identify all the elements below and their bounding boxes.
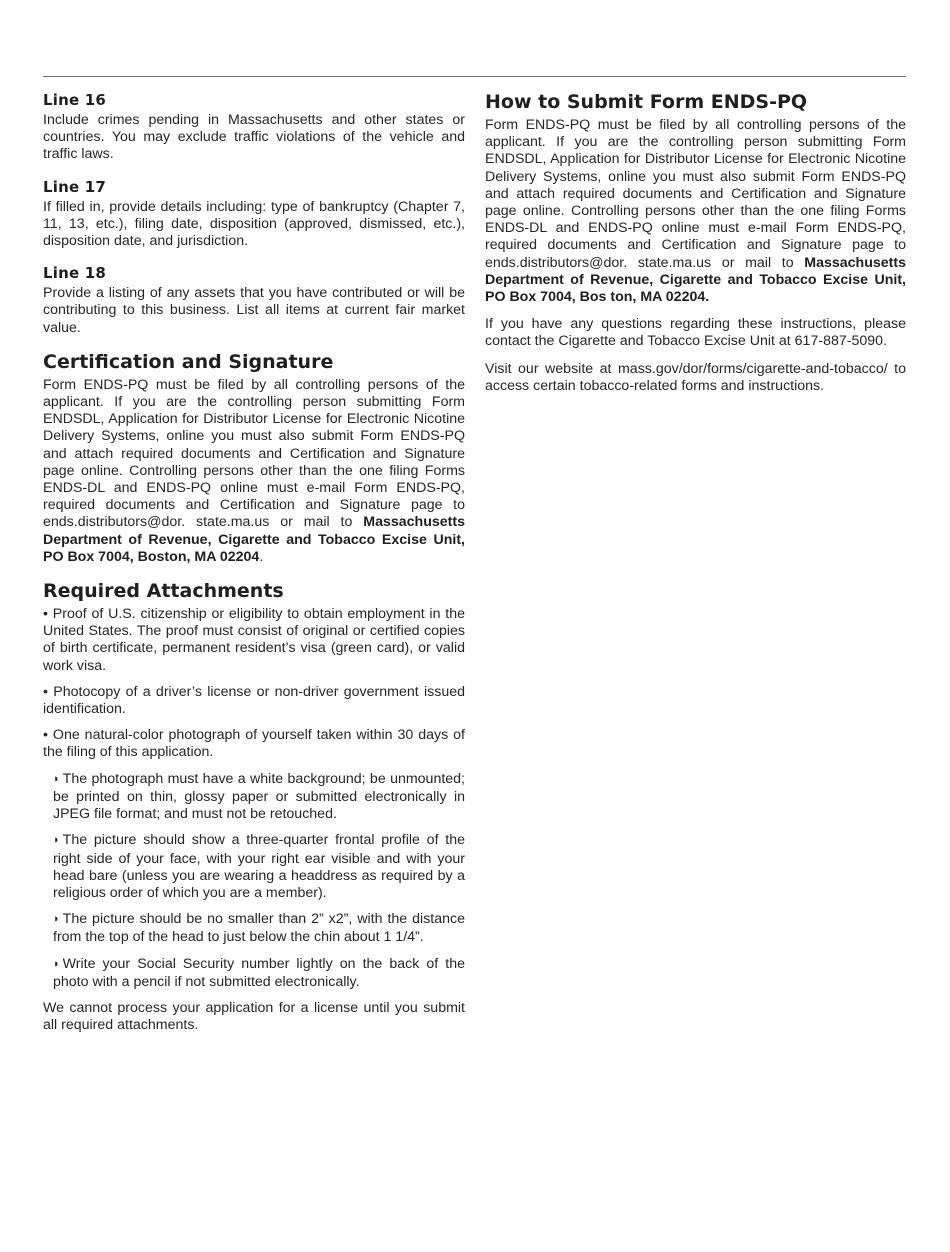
line16-heading: Line 16: [43, 91, 107, 109]
attachments-heading: Required Attachments: [43, 580, 284, 603]
attachment-item-photo: • One natural-color photograph of yourself taken within 30 days of the filing of this application.: [43, 727, 465, 761]
certification-text: [43, 377, 465, 566]
certification-body: Form ENDS-PQ must be filed by all controlling persons of the applicant. If you are the controlling person submitting Form ENDSDL, Application for Distributor License for Electronic Nicotine Delivery Systems, online you must also submit Form ENDS-PQ and attach required documents and Certification and Signature page online. Controlling persons other than the one filing Forms ENDS-DL and ENDS-PQ online must e-mail Form ENDS-PQ, required documents and Certification and Signature page to ends.distributors@dor. state.ma.us or mail to: [43, 376, 465, 531]
website-text: Visit our website at mass.gov/dor/forms/cigarette-and-tobacco/ to access certain tobacco-related forms and instructions.: [485, 360, 906, 394]
photo-subitem-profile: [53, 832, 465, 902]
photo-subitem-ssn: [53, 956, 465, 991]
how-to-submit-text: [485, 117, 906, 306]
line17-heading: Line 17: [43, 177, 107, 196]
photo-subitem-text: The picture should be no smaller than 2” x2”, with the distance from the top of the head to just below the chin about 1 1/4”.: [53, 911, 465, 946]
attachments-closing: We cannot process your application for a license until you submit all required attachments.: [43, 999, 465, 1034]
how-to-submit-body: Form ENDS-PQ must be filed by all controlling persons of the applicant. If you are the controlling person submitting Form ENDSDL, Application for Distributor License for Electronic Nicotine Delivery Systems, online you must also submit Form ENDS-PQ and attach required documents and Certification and Signature page online. Controlling persons other than the one filing Forms ENDS-DL and ENDS-PQ online must e-mail Form ENDS-PQ, required documents and Certification and Signature page to ends.distributors@dor. state.ma.us or mail to: [485, 117, 906, 271]
photo-subitem-text: The photograph must have a white background; be unmounted; be printed on thin, glossy paper or submitted electronically in JPEG file format; and must not be retouched.: [53, 770, 465, 823]
certification-address: Massachusetts Department of Revenue, Cigarette and Tobacco Excise Unit, PO Box 7004, Boston, MA 02204: [43, 514, 465, 565]
photo-subitem-size: [53, 911, 465, 946]
photo-subitem-background: [53, 771, 465, 824]
top-divider: [43, 76, 906, 77]
attachment-item-citizenship: • Proof of U.S. citizenship or eligibility to obtain employment in the United States. The proof must consist of original or certified copies of birth certificate, permanent resident’s visa (green card), or valid work visa.: [43, 606, 465, 674]
arrow-bullet-icon: ◗: [53, 772, 60, 785]
line17-text: If filled in, provide details including: type of bankruptcy (Chapter 7, 11, 13, etc.), filing date, disposition (approved, dismissed, etc.), disposition date, and jurisdiction.: [43, 198, 465, 250]
certification-end: .: [259, 548, 264, 565]
how-to-submit-heading: How to Submit Form ENDS-PQ: [485, 91, 808, 113]
questions-text: If you have any questions regarding these instructions, please contact the Cigarette and Tobacco Excise Unit at 617-887-5090.: [485, 316, 906, 350]
left-column: [43, 91, 465, 1034]
arrow-bullet-icon: ◗: [53, 957, 60, 970]
line16-text: Include crimes pending in Massachusetts and other states or countries. You may exclude traffic violations of the vehicle and traffic laws.: [43, 112, 465, 163]
right-column: [485, 91, 906, 395]
arrow-bullet-icon: ◗: [53, 913, 60, 926]
line18-heading: Line 18: [43, 264, 107, 283]
certification-heading: Certification and Signature: [43, 350, 334, 373]
line18-text: Provide a listing of any assets that you have contributed or will be contributing to this business. List all items at current fair market value.: [43, 285, 465, 336]
arrow-bullet-icon: ◗: [53, 834, 60, 847]
how-to-submit-address: Massachusetts Department of Revenue, Cigarette and Tobacco Excise Unit, PO Box 7004, Bos ton, MA 02204.: [485, 254, 906, 306]
photo-subitem-text: The picture should show a three-quarter frontal profile of the right side of your face, with your right ear visible and with your head bare (unless you are wearing a headdress as required by a religious order of which you are a member).: [53, 832, 465, 901]
photo-subitem-text: Write your Social Security number lightly on the back of the photo with a pencil if not submitted electronically.: [53, 955, 465, 990]
attachment-item-license: • Photocopy of a driver’s license or non-driver government issued identification.: [43, 683, 465, 718]
